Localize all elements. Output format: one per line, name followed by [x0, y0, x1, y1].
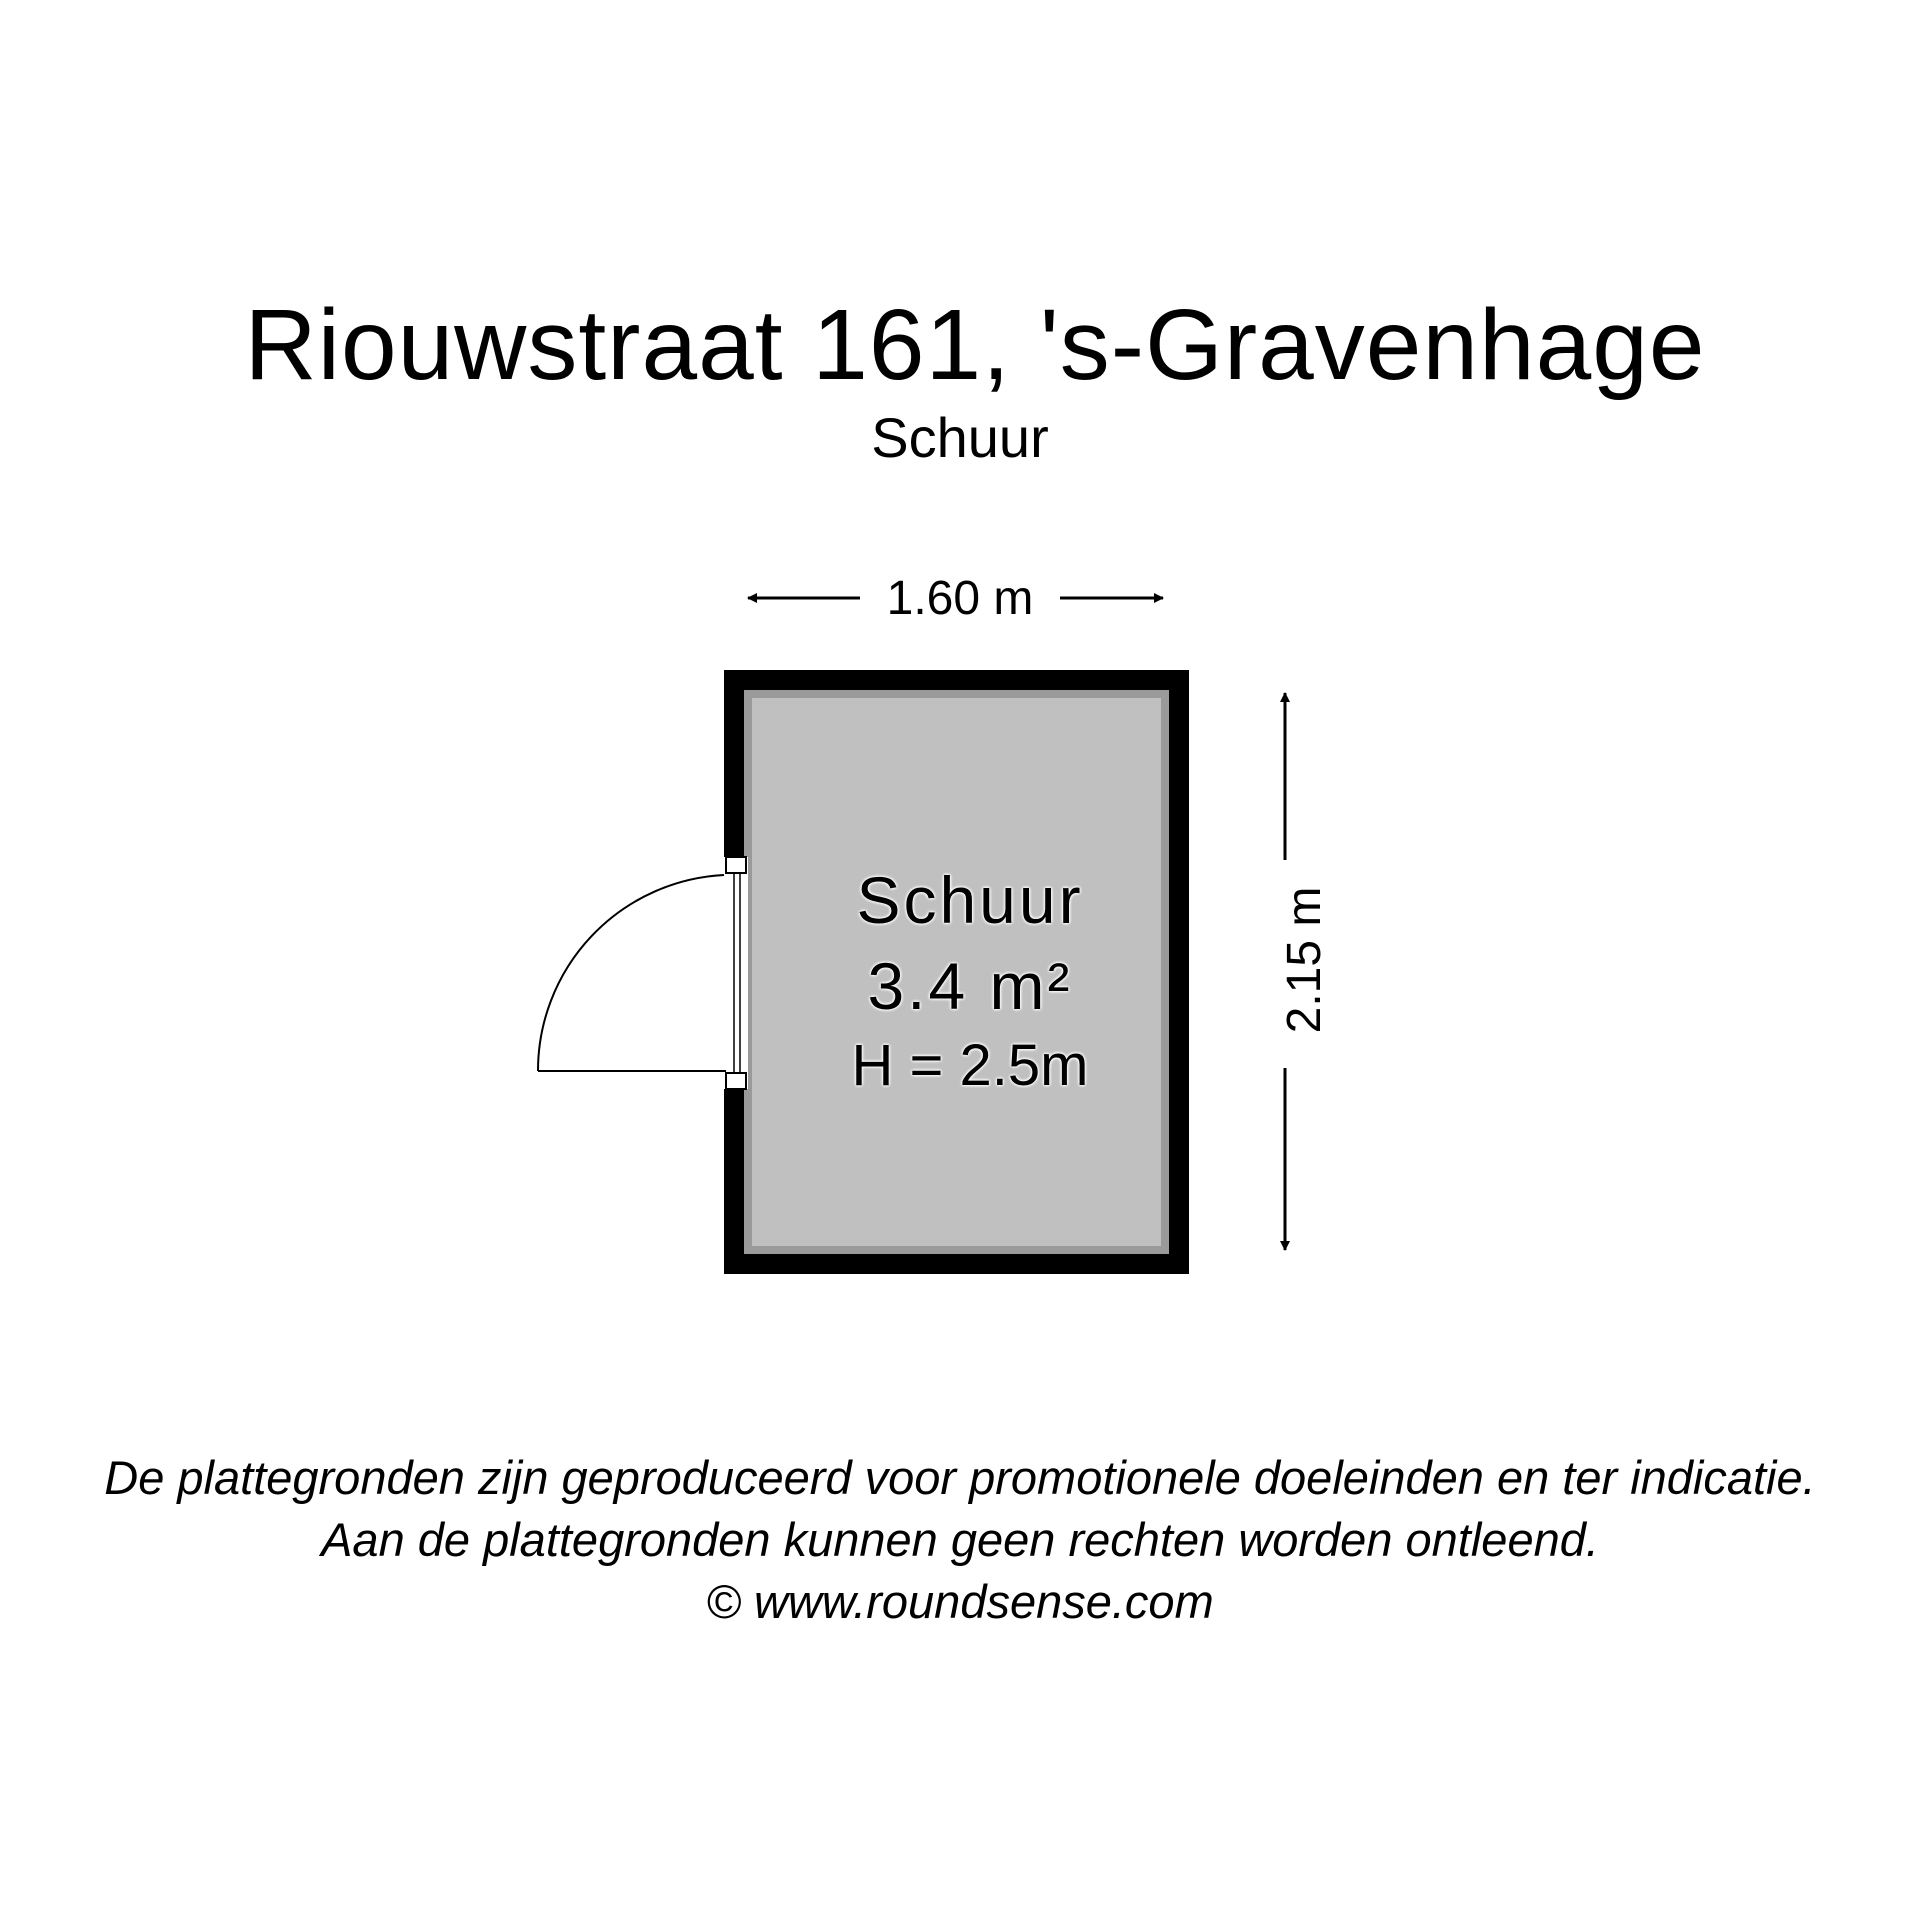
door-opening [724, 857, 748, 1089]
room-area: 3.4 m² [867, 949, 1073, 1023]
room-name: Schuur [856, 863, 1084, 937]
depth-dimension: 2.15 m [1275, 860, 1335, 1060]
page-title: Riouwstraat 161, 's-Gravenhage [244, 289, 1706, 401]
door-swing-arc [538, 875, 724, 1071]
copyright-link[interactable]: © www.roundsense.com [706, 1575, 1214, 1628]
width-dimension: 1.60 m [860, 569, 1060, 629]
room-height: H = 2.5m [851, 1033, 1089, 1098]
disclaimer-line-2: Aan de plattegronden kunnen geen rechten worden ontleend. [321, 1513, 1599, 1566]
door-jamb-bottom [726, 1073, 746, 1089]
door-jamb-top [726, 857, 746, 873]
disclaimer-line-1: De plattegronden zijn geproduceerd voor promotionele doeleinden en ter indicatie. [104, 1451, 1816, 1504]
floor-name: Schuur [871, 406, 1049, 469]
